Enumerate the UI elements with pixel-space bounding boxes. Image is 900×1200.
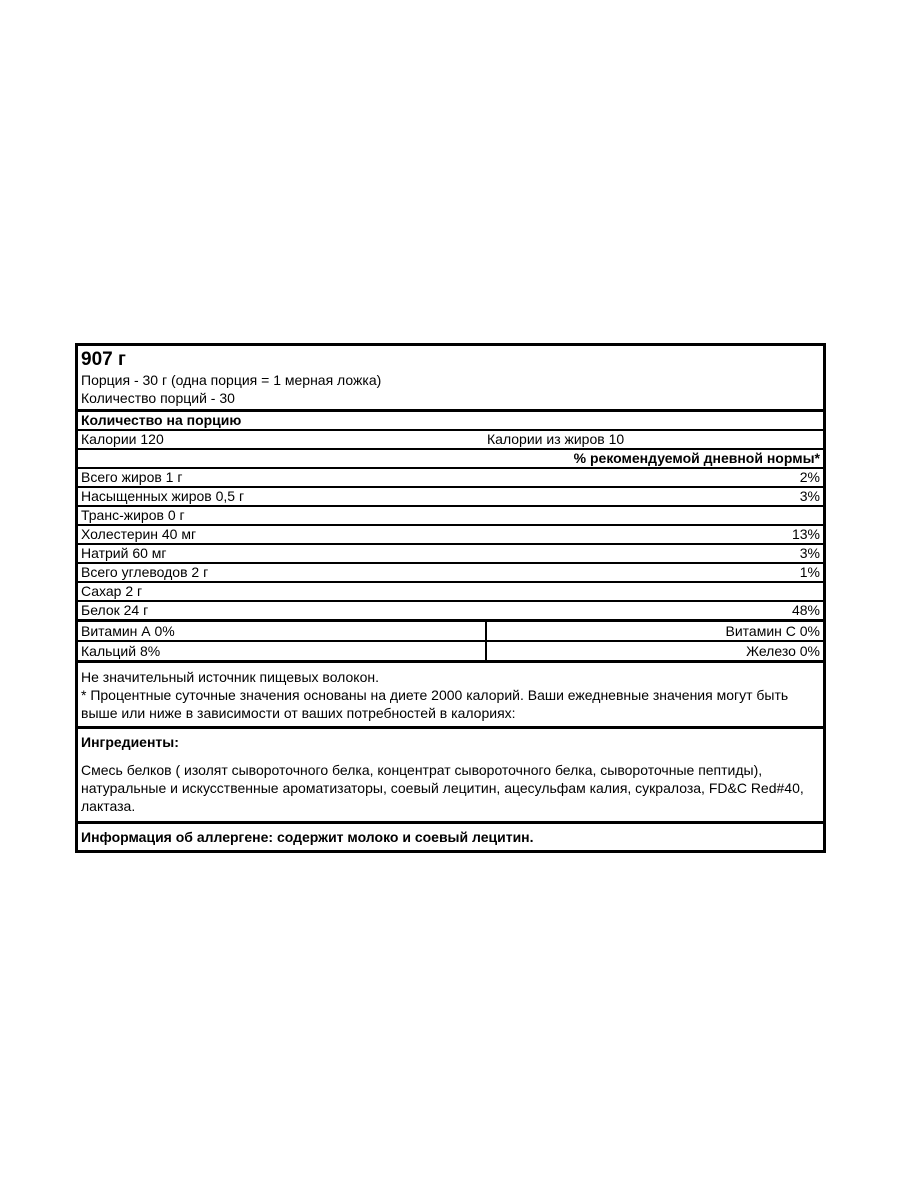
daily-value-header-label: % рекомендуемой дневной нормы* xyxy=(573,450,820,466)
allergen-block xyxy=(78,824,823,850)
ingredients-title: Ингредиенты: xyxy=(81,734,179,750)
nutrient-name: Транс-жиров 0 г xyxy=(81,507,185,523)
calories-from-fat: Калории из жиров 10 xyxy=(487,431,625,447)
nutrient-dv: 3% xyxy=(799,545,820,561)
allergen-info: Информация об аллергене: содержит молоко и соевый лецитин. xyxy=(81,829,534,845)
daily-value-header xyxy=(78,450,823,469)
nutrient-row xyxy=(78,507,823,526)
calories-value: Калории 120 xyxy=(81,431,164,447)
ingredients-block xyxy=(78,729,823,824)
nutrition-facts-block xyxy=(78,412,823,622)
nutrient-dv: 13% xyxy=(791,526,820,542)
nutrient-row xyxy=(78,526,823,545)
vitamin-row xyxy=(78,622,823,642)
notes-block xyxy=(78,663,823,729)
calories-row xyxy=(78,431,823,450)
ingredients-text: Смесь белков ( изолят сывороточного белка, концентрат сывороточного белка, сывороточные пептиды), натуральные и искусственные ароматизаторы, соевый лецитин, ацесульфам калия, сукралоза, FD&C Red#40, лактаза. xyxy=(81,762,804,814)
daily-value-footnote: * Процентные суточные значения основаны на диете 2000 калорий. Ваши ежедневные значения могут быть выше или ниже в зависимости от ваших потребностей в калориях: xyxy=(81,687,789,721)
serving-size: Порция - 30 г (одна порция = 1 мерная ложка) xyxy=(81,372,382,388)
amount-per-serving-label: Количество на порцию xyxy=(81,412,242,428)
nutrient-name: Натрий 60 мг xyxy=(81,545,167,561)
label-header xyxy=(78,346,823,412)
vitamin-left: Кальций 8% xyxy=(78,642,487,660)
fiber-note: Не значительный источник пищевых волокон. xyxy=(81,669,379,685)
product-weight-title: 907 г xyxy=(81,349,126,370)
nutrient-name: Всего углеводов 2 г xyxy=(81,564,209,580)
vitamin-left: Витамин А 0% xyxy=(78,622,487,640)
nutrient-dv: 1% xyxy=(799,564,820,580)
nutrient-dv: 2% xyxy=(799,469,820,485)
nutrient-dv: 3% xyxy=(799,488,820,504)
nutrient-row xyxy=(78,545,823,564)
nutrient-name: Белок 24 г xyxy=(81,602,149,618)
nutrient-dv: 48% xyxy=(791,602,820,618)
vitamin-right: Витамин С 0% xyxy=(725,623,820,639)
vitamin-right: Железо 0% xyxy=(746,643,820,659)
servings-count: Количество порций - 30 xyxy=(81,390,235,406)
nutrient-row xyxy=(78,564,823,583)
nutrition-label xyxy=(75,343,826,853)
nutrient-row xyxy=(78,488,823,507)
nutrient-name: Сахар 2 г xyxy=(81,583,143,599)
nutrient-row xyxy=(78,602,823,619)
vitamins-block xyxy=(78,622,823,663)
nutrient-name: Насыщенных жиров 0,5 г xyxy=(81,488,245,504)
nutrient-row xyxy=(78,583,823,602)
nutrient-name: Холестерин 40 мг xyxy=(81,526,197,542)
nutrient-name: Всего жиров 1 г xyxy=(81,469,183,485)
amount-per-serving xyxy=(78,412,823,431)
vitamin-row xyxy=(78,642,823,660)
nutrient-row xyxy=(78,469,823,488)
